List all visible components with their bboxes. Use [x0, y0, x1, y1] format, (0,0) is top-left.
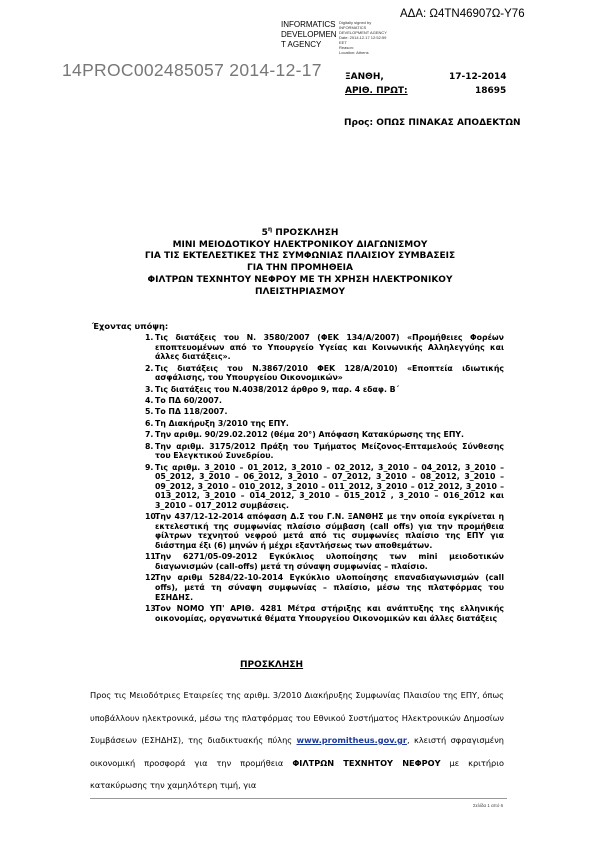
title-line: ΜΙΝΙ ΜΕΙΟΔΟΤΙΚΟΥ ΗΛΕΚΤΡΟΝΙΚΟΥ ΔΙΑΓΩΝΙΣΜΟΥ: [172, 239, 428, 250]
body-text: Προς τις Μειοδότριες Εταιρείες της αριθμ. 3/2010 Διακήρυξης Συμφωνίας Πλαισίου της ΕΠΥ, όπως υποβάλλουν ηλεκτρονικά, μέσω της πλατφόρμας του Εθνικού Συστήματος Ηλεκτρονικών Δημοσίων Συμβάσεων (ΕΣΗΔΗΣ), της διαδικτυακής πύλης: [90, 690, 504, 745]
reference-text: Την αριθμ. 90/29.02.2012 (θέμα 20°) Απόφαση Κατακύρωσης της ΕΠΥ.: [155, 430, 464, 440]
title-line: ΓΙΑ ΤΙΣ ΕΚΤΕΛΕΣΤΙΚΕΣ ΤΗΣ ΣΥΜΦΩΝΙΑΣ ΠΛΑΙΣΙΟΥ ΣΥΜΒΑΣΕΙΣ: [144, 251, 456, 262]
protocol-stamp: 14PROC002485057 2014-12-17: [62, 60, 322, 80]
reference-number: 3.: [145, 384, 154, 394]
invitation-heading: ΠΡΟΣΚΛΗΣΗ: [240, 660, 304, 670]
reference-text: Τις αριθμ. 3_2010 – 01_2012, 3_2010 – 02_2012, 3_2010 – 04_2012, 3_2010 – 05_2012, 3_2010 – 06_2012, 3_2010 – 07_2012, 3_2010 – 08_2012, 3_2010 – 09_2012, 3_2010 – 010_2012, 3_2010 – 011_2012, 3_2010 – 012_2012, 3_2010 – 013_2012, 3_2010 – 014_2012, 3_2010 – 015_2012 , 3_2010 – 016_2012 και 3_2010 – 017_2012 συμβάσεις.: [155, 462, 504, 510]
reference-item: [107, 419, 504, 429]
signature-detail-line: Digitally signed by: [339, 20, 372, 25]
reference-text: Τον ΝΟΜΟ ΥΠ' ΑΡΙΘ. 4281 Μέτρα στήριξης και ανάπτυξης της ελληνικής οικονομίας, οργανωτικά θέματα Υπουργείου Οικονομικών και άλλες διατάξεις: [155, 604, 504, 623]
signature-details: [339, 20, 401, 55]
title-line: ΦΙΛΤΡΩΝ ΤΕΧΝΗΤΟΥ ΝΕΦΡΟΥ ΜΕ ΤΗ ΧΡΗΣΗ ΗΛΕΚΤΡΟΝΙΚΟΥ: [147, 274, 453, 285]
signature-detail-line: EET: [339, 40, 347, 45]
reference-text: Τις διατάξεις του Ν.4038/2012 άρθρο 9, παρ. 4 εδαφ. Β΄: [155, 384, 400, 394]
reference-number: 8.: [145, 441, 154, 451]
body-text: , κλειστή σφραγισμένη οικονομική προσφορά για την προμήθεια: [90, 735, 505, 768]
reference-number: 4.: [145, 395, 154, 405]
title-line: ΓΙΑ ΤΗΝ ΠΡΟΜΗΘΕΙΑ: [247, 263, 353, 274]
header-city: ΞΑΝΘΗ,: [345, 72, 384, 82]
reference-number: 5.: [145, 407, 154, 417]
reference-item: [107, 407, 504, 417]
header-date: 17-12-2014: [449, 72, 507, 82]
reference-text: Το ΠΔ 60/2007.: [155, 395, 223, 405]
references-list: [107, 333, 504, 625]
reference-item: [107, 396, 504, 406]
reference-number: 10.: [145, 512, 159, 522]
having-considered-label: Έχοντας υπόψη:: [92, 321, 169, 331]
protocol-number: 18695: [475, 86, 507, 96]
reference-number: 2.: [145, 363, 154, 373]
signature-org-line: DEVELOPMEN: [281, 30, 337, 39]
invitation-body: [90, 684, 504, 797]
reference-number: 11.: [145, 552, 159, 562]
reference-item: [107, 333, 504, 362]
reference-text: Τη Διακήρυξη 3/2010 της ΕΠΥ.: [155, 418, 289, 428]
reference-text: Τις διατάξεις του Ν. 3580/2007 (ΦΕΚ 134/Α/2007) «Προμήθειες Φορέων εποπτευομένων από το Υπουργείο Υγείας και Κοινωνικής Αλληλεγγύης και άλλες διατάξεις».: [155, 333, 504, 362]
ada-code: ΑΔΑ: Ω4ΤΝ46907Ω-Υ76: [400, 8, 525, 20]
reference-item: [107, 364, 504, 383]
reference-text: Την 6271/05-09-2012 Εγκύκλιος υλοποίησης των mini μειοδοτικών διαγωνισμών (call-offs) μετά τη σύναψη συμφωνίας – πλαίσιο.: [155, 552, 504, 572]
signature-detail-line: INFORMATICS: [339, 25, 367, 30]
reference-text: Την αριθμ 5284/22-10-2014 Εγκύκλιο υλοποίησης επαναδιαγωνισμών (call offs), μετά τη σύναψη συμφωνίας – πλαίσιο, μέσω της πλατφόρμας του ΕΣΗΔΗΣ.: [155, 573, 504, 602]
signature-detail-line: Date: 2014.12.17 12:52:59: [339, 35, 387, 40]
reference-number: 13.: [145, 604, 159, 613]
reference-number: 6.: [145, 418, 154, 428]
signature-detail-line: Reason:: [339, 45, 354, 50]
reference-item: [107, 573, 504, 602]
title-line: ΠΛΕΙΣΤΗΡΙΑΣΜΟΥ: [255, 286, 345, 297]
reference-number: 1.: [145, 333, 154, 342]
reference-text: Τις διατάξεις του Ν.3867/2010 ΦΕΚ 128/Α/2010) «Εποπτεία ιδιωτικής ασφάλισης, του Υπουργείου Οικονομικών»: [155, 363, 504, 383]
footer-divider: [90, 798, 507, 799]
reference-text: Το ΠΔ 118/2007.: [155, 407, 228, 417]
body-text: με κριτήριο κατακύρωσης την χαμηλότερη τιμή, για: [90, 757, 505, 790]
reference-item: [107, 442, 504, 461]
page-number: Σελίδα 1 από 6: [473, 803, 504, 808]
reference-number: 7.: [145, 430, 154, 440]
signature-detail-line: Location: Athens: [339, 50, 369, 55]
signature-org-name: [281, 20, 337, 50]
reference-item: [107, 512, 504, 550]
title-ordinal: $5^\eta$ ΠΡΟΣΚΛΗΣΗ: [261, 226, 339, 238]
reference-item: [107, 463, 504, 511]
reference-number: 9.: [145, 462, 154, 472]
signature-org-line: T AGENCY: [281, 40, 322, 49]
reference-item: [107, 552, 504, 571]
document-title: [110, 224, 490, 298]
product-name: ΦΙΛΤΡΩΝ ΤΕΧΝΗΤΟΥ ΝΕΦΡΟΥ: [292, 757, 441, 768]
reference-text: Την αριθμ. 3175/2012 Πράξη του Τμήματος Μείζονος-Επταμελούς Σύνθεσης του Ελεγκτικού Συνεδρίου.: [155, 441, 504, 461]
reference-item: [107, 430, 504, 440]
reference-number: 12.: [145, 573, 159, 583]
promitheus-link[interactable]: www.promitheus.gov.gr: [296, 735, 407, 745]
reference-item: [107, 385, 504, 395]
reference-text: Την 437/12-12-2014 απόφαση Δ.Σ του Γ.Ν. ΞΑΝΘΗΣ με την οποία εγκρίνεται η εκτελεστική της συμφωνίας πλαίσιο σύμβαση (call offs) για την προμήθεια φίλτρων τεχνητού νεφρού μετά από τις συμφωνίες πλαίσιο της ΕΠΥ για διάστημα έξι (6) μηνών ή μέχρι εξαντλήσεως των αποθεμάτων.: [155, 512, 504, 551]
signature-org-line: INFORMATICS: [281, 20, 336, 29]
reference-item: [107, 604, 504, 623]
protocol-number-label: ΑΡΙΘ. ΠΡΩΤ:: [345, 86, 408, 96]
recipients-line: Προς: ΟΠΩΣ ΠΙΝΑΚΑΣ ΑΠΟΔΕΚΤΩΝ: [344, 118, 521, 128]
signature-detail-line: DEVELOPMENT AGENCY: [339, 30, 387, 35]
